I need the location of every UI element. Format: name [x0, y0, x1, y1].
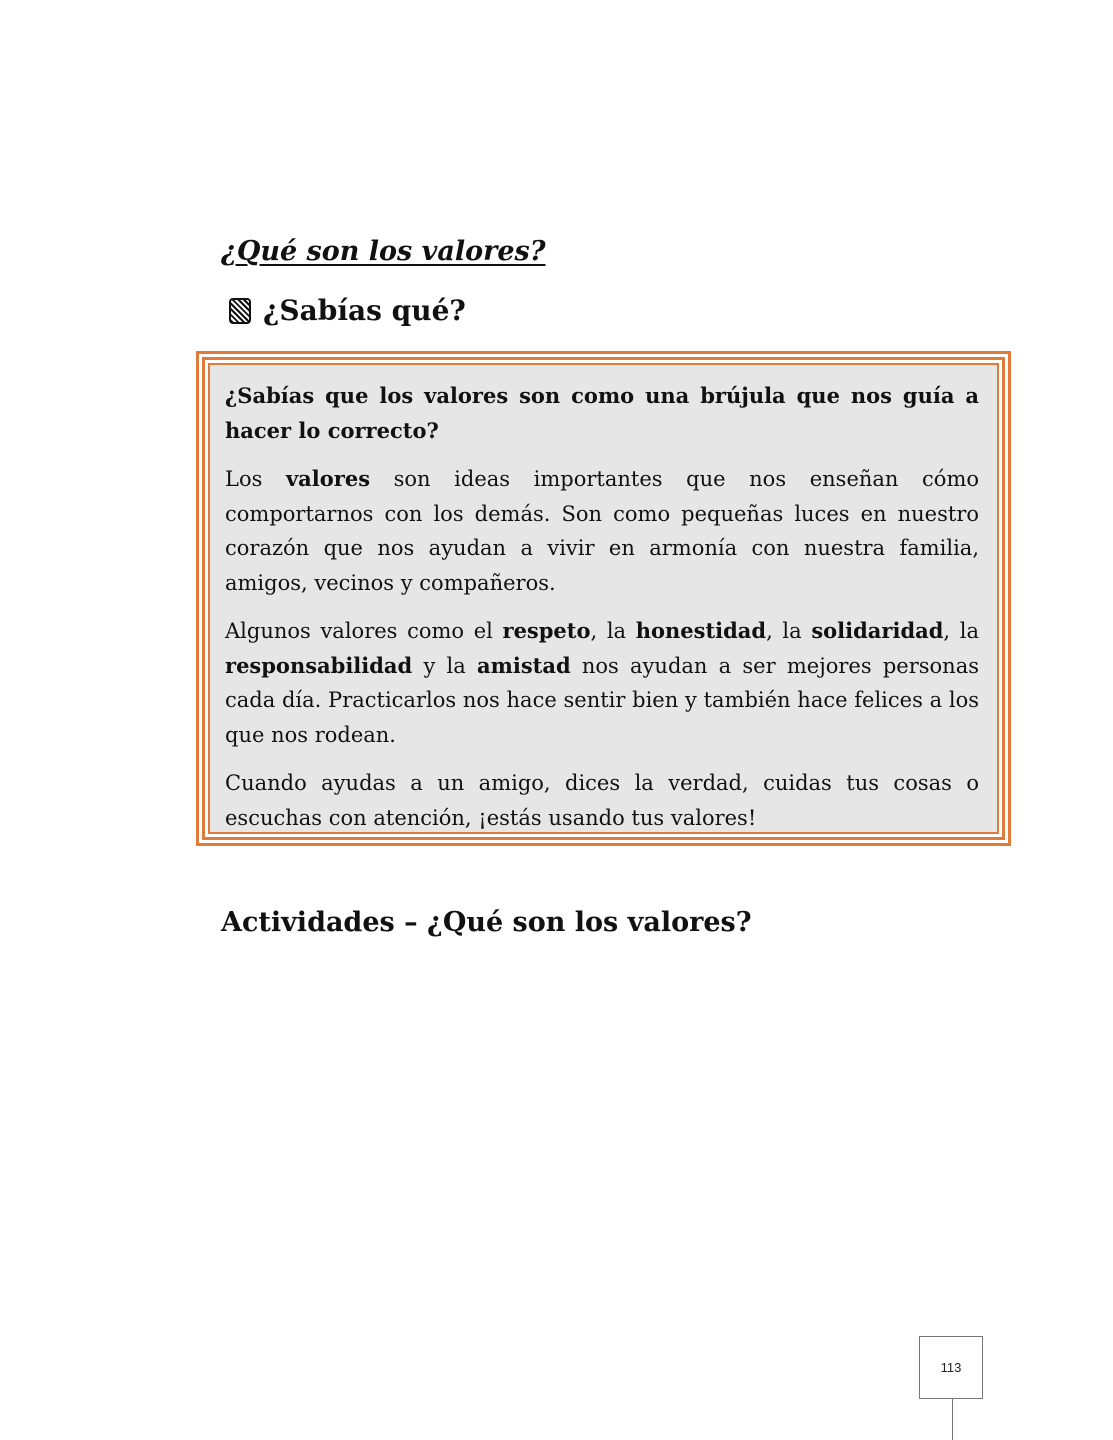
- text-run: , la: [943, 619, 979, 643]
- callout-content: [208, 363, 999, 834]
- text-run: , la: [590, 619, 636, 643]
- text-run: , la: [766, 619, 812, 643]
- text-run: son ideas importantes que nos enseñan cómo comportarnos con los demás. Son como pequeñas luces en nuestro corazón que nos ayudan a vivir en armonía con nuestra familia, amigos, vecinos y compañeros.: [225, 467, 980, 595]
- bold-term: responsabilidad: [225, 652, 413, 678]
- sabias-heading-text: ¿Sabías qué?: [263, 294, 466, 327]
- text-run: Los: [225, 467, 286, 491]
- info-callout-box: [196, 351, 1011, 846]
- bold-term: valores: [285, 466, 371, 491]
- callout-frame: [202, 357, 1005, 840]
- bold-term: honestidad: [635, 618, 767, 643]
- callout-lead-question: ¿Sabías que los valores son como una brújula que nos guía a hacer lo correcto?: [225, 383, 979, 443]
- callout-paragraph-3: Cuando ayudas a un amigo, dices la verdad, cuidas tus cosas o escuchas con atención, ¡estás usando tus valores!: [225, 771, 979, 830]
- page-number-line: [952, 1399, 953, 1440]
- callout-paragraph-2: [225, 614, 979, 752]
- activities-title: Actividades – ¿Qué son los valores?: [221, 907, 752, 938]
- bold-term: respeto: [502, 618, 591, 643]
- hatched-square-icon: [229, 298, 251, 324]
- bold-term: amistad: [477, 652, 571, 678]
- bold-term: solidaridad: [811, 618, 944, 643]
- page-number: 113: [919, 1336, 983, 1399]
- text-run: nos ayudan a ser mejores personas cada día. Practicarlos nos hace sentir bien y también hace felices a los que nos rodean.: [225, 653, 979, 747]
- text-run: Algunos valores como el: [225, 619, 503, 643]
- section-title: ¿Qué son los valores?: [221, 236, 546, 267]
- callout-paragraph-1: [225, 462, 979, 600]
- text-run: y la: [412, 653, 478, 678]
- sabias-heading: [229, 294, 466, 327]
